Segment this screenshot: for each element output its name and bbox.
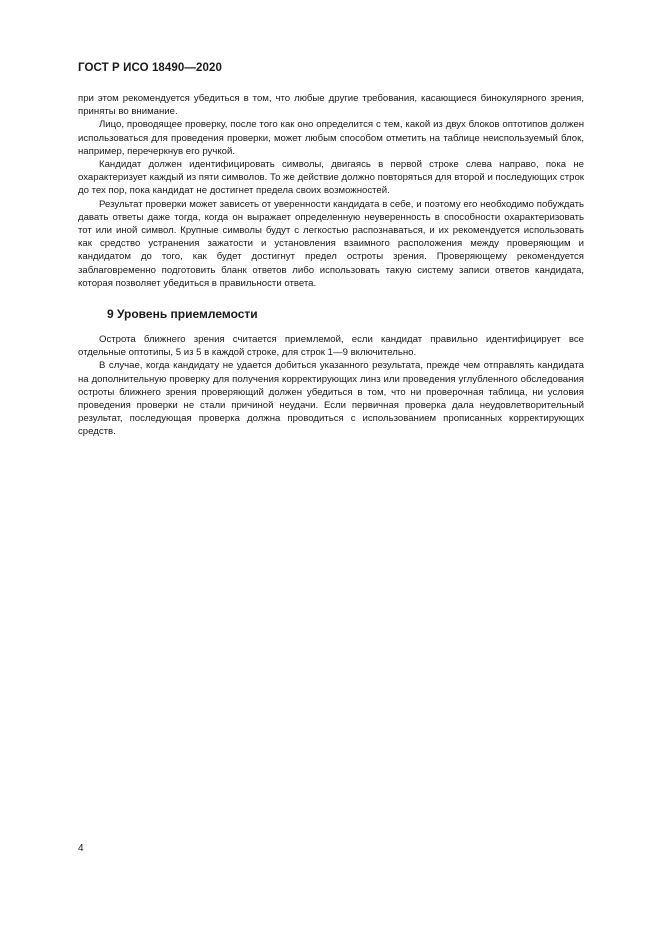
paragraph: Кандидат должен идентифицировать символы, двигаясь в первой строке слева направо, пока не охарактеризует каждый из пяти символов. То же действие должно повторяться для второй и последующих строк до тех пор, пока кандидат не достигнет предела своих возможностей. — [78, 159, 584, 197]
paragraph: Лицо, проводящее проверку, после того как оно определится с тем, какой из двух блоков оптотипов должен использоваться для проведения проверки, может любым способом отметить на таблице неиспользуемый блок, например, перечеркнув его ручкой. — [78, 119, 584, 157]
body-text — [78, 92, 584, 290]
paragraph: Острота ближнего зрения считается приемлемой, если кандидат правильно идентифицирует все отдельные оптотипы, 5 из 5 в каждой строке, для строк 1—9 включительно. — [78, 334, 584, 359]
document-header: ГОСТ Р ИСО 18490—2020 — [78, 62, 223, 74]
paragraph: Результат проверки может зависеть от уверенности кандидата в себе, и поэтому его необходимо побуждать давать ответы даже тогда, когда он выражает определенную неуверенность в способности охарактеризовать тот или иной символ. Крупные символы будут с легкостью распознаваться, и их рекомендуется использовать как средство устранения зажатости и установления взаимного расположения между проверяющим и кандидатом до того, как будет достигнут предел остроты зрения. Проверяющему рекомендуется заблаговременно подготовить бланк ответов либо использовать такую систему записи ответов кандидата, которая позволяет убедиться в правильности ответа. — [78, 198, 584, 289]
page-number: 4 — [78, 843, 84, 854]
paragraph: В случае, когда кандидату не удается добиться указанного результата, прежде чем отправлять кандидата на дополнительную проверку для получения корректирующих линз или проведения углубленного обследования остроты ближнего зрения проверяющий должен убедиться в том, что ни проверочная таблица, ни условия проведения проверки не стали причиной неудачи. Если первичная проверка дала неудовлетворительный результат, последующая проверка должна проводиться с использованием прописанных корректирующих средств. — [78, 360, 584, 438]
paragraph: при этом рекомендуется убедиться в том, что любые другие требования, касающиеся бинокулярного зрения, приняты во внимание. — [78, 93, 584, 118]
section-text — [78, 333, 584, 439]
section-heading: 9 Уровень приемлемости — [107, 307, 258, 321]
